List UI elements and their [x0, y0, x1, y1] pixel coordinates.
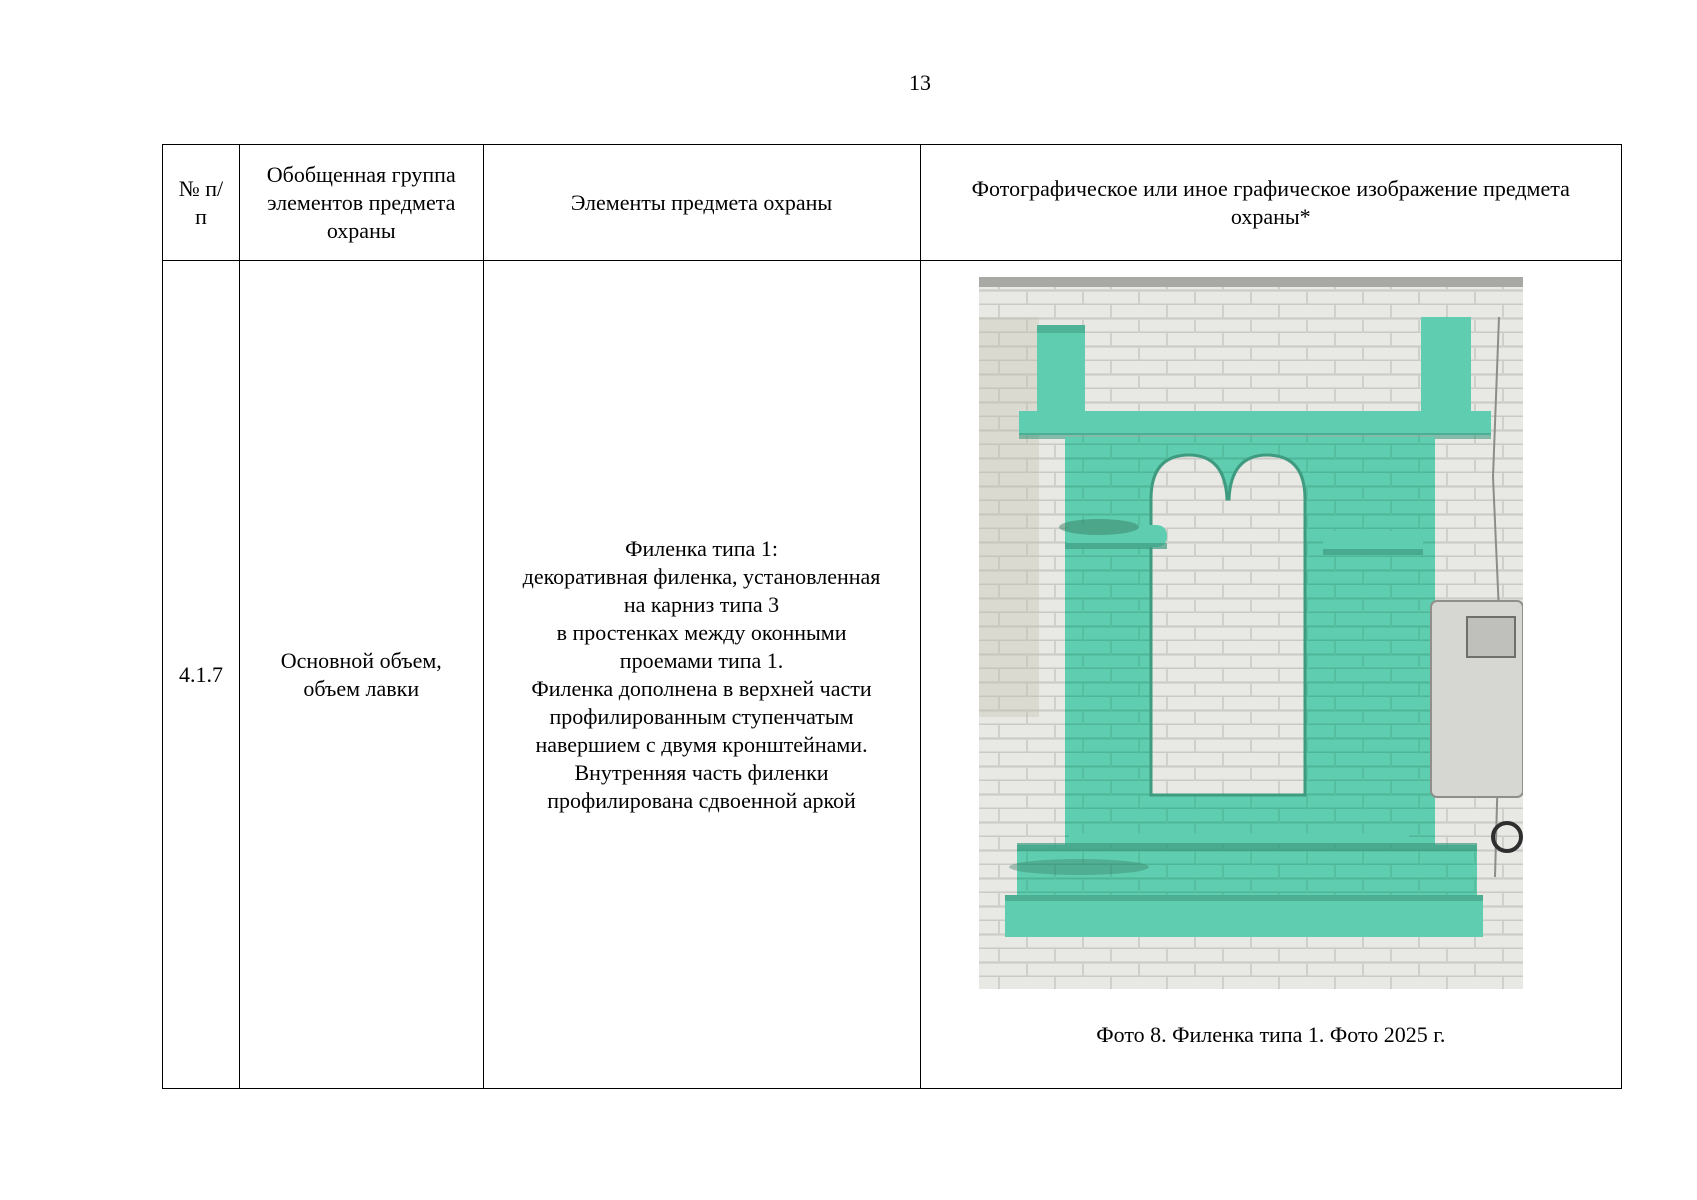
- panel-photo-image: [979, 277, 1523, 989]
- elements-line: в простенках между оконными: [556, 619, 847, 645]
- header-photo: Фотографическое или иное графическое изображение предмета охраны*: [920, 145, 1621, 261]
- row-photo: [920, 261, 1621, 1089]
- table-header-row: [163, 145, 1622, 261]
- group-line: Основной объем,: [280, 647, 442, 673]
- elements-line: навершием с двумя кронштейнами.: [535, 731, 868, 757]
- elements-line: на карниз типа 3: [623, 591, 780, 617]
- header-num: № п/п: [163, 145, 240, 261]
- elements-line: Внутренняя часть филенки: [574, 759, 829, 785]
- elements-line: профилированным ступенчатым: [549, 703, 854, 729]
- group-line: объем лавки: [303, 675, 420, 701]
- photo-caption: Фото 8. Филенка типа 1. Фото 2025 г.: [1096, 1022, 1446, 1047]
- table-row: [163, 261, 1622, 1089]
- elements-line: декоративная филенка, установленная: [522, 563, 881, 589]
- elements-line: Филенка дополнена в верхней части: [531, 675, 872, 701]
- protection-elements-table: [162, 144, 1622, 1089]
- panel-photo: [979, 277, 1523, 989]
- row-num: 4.1.7: [163, 261, 240, 1089]
- header-elements: Элементы предмета охраны: [483, 145, 920, 261]
- header-group: Обобщенная группа элементов предмета охраны: [240, 145, 484, 261]
- page-number: 13: [909, 70, 931, 95]
- elements-line: проемами типа 1.: [619, 647, 784, 673]
- elements-line: профилирована сдвоенной аркой: [547, 787, 856, 813]
- row-elements: [483, 261, 920, 1089]
- elements-line: Филенка типа 1:: [625, 535, 778, 561]
- row-group: [240, 261, 484, 1089]
